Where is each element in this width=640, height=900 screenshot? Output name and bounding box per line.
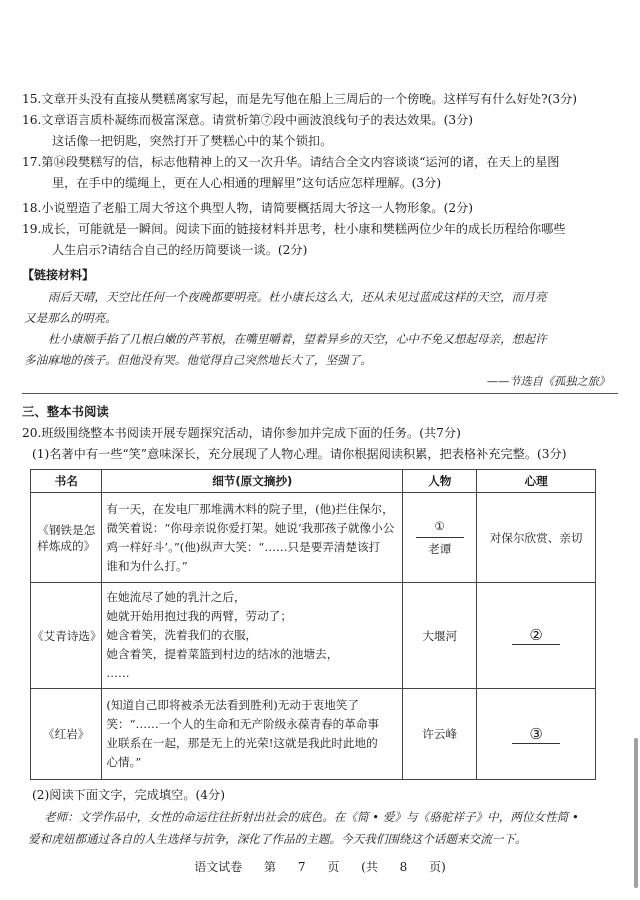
- link-paragraph-1-cont: 又是那么的明亮。: [24, 311, 117, 325]
- question-20-sub1: (1)名著中有一些“笑”意味深长，充分展现了人物心理。请你根据阅读积累，把表格补充完整。(3分): [32, 447, 567, 461]
- question-17: 17.第⑭段樊糕写的信，标志他精神上的又一次升华。请结合全文内容谈谈“运河的诸，在天上的星图: [22, 155, 560, 169]
- detail-cell: (知道自己即将被杀无法看到胜利)无动于衷地笑了 笑：“……一个人的生命和无产阶级永葆青春的革命事 业联系在一起，那是无上的光荣!这就是我此时此地的 心情。”: [102, 689, 403, 780]
- question-17-cont: 里，在手中的缆绳上，更在人心相通的理解里”这句话应怎样理解。(3分): [52, 176, 442, 190]
- detail-cell: 有一天，在发电厂那堆满木料的院子里，(他)拦住保尔， 微笑着说：“你母亲说你爱打架。她说‘我那孩子就像小公 鸡一样好斗’。”(他)纵声大笑：“……只是要弄清楚该打 谁和为什么打。”: [102, 493, 403, 583]
- book-cell: 《艾青诗选》: [31, 583, 102, 689]
- mind-cell: 对保尔欣赏、亲切: [477, 493, 596, 583]
- question-16-quote: 这话像一把钥匙，突然打开了樊糕心中的某个锁扣。: [52, 134, 333, 148]
- blank-1[interactable]: ①: [416, 515, 464, 538]
- link-material-title: 【链接材料】: [22, 268, 95, 282]
- question-20: 20.班级围绕整本书阅读开展专题探究活动，请你参加并完成下面的任务。(共7分): [22, 426, 461, 440]
- laugh-table: [30, 469, 596, 780]
- link-paragraph-2-cont: 多油麻地的孩子。但他没有哭。他觉得自己突然地长大了，坚强了。: [24, 353, 372, 367]
- link-paragraph-2: 杜小康顺手掐了几根白嫩的芦苇根，在嘴里嚼着，望着异乡的天空，心中不免又想起母亲，想起许: [48, 332, 547, 346]
- person-cell: 许云峰: [403, 689, 477, 780]
- header-detail: 细节(原文摘抄): [102, 470, 403, 493]
- blank-3[interactable]: ③: [512, 725, 560, 744]
- blank-2[interactable]: ②: [512, 626, 560, 645]
- book-cell: 《钢铁是怎样炼成的》: [31, 493, 102, 583]
- table-row: [31, 689, 596, 780]
- footer-subject: 语文试卷: [194, 860, 243, 874]
- table-row: [31, 493, 596, 583]
- scrollbar[interactable]: [634, 738, 638, 888]
- person-cell: ① 老谭: [403, 493, 477, 583]
- header-mind: 心理: [477, 470, 596, 493]
- question-18: 18.小说塑造了老船工周大爷这个典型人物，请简要概括周大爷这一人物形象。(2分): [22, 201, 474, 215]
- question-19-cont: 人生启示?请结合自己的经历简要谈一谈。(2分): [52, 243, 308, 257]
- link-source: ——节选自《孤独之旅》: [486, 375, 610, 388]
- footer-page: 第 7 页: [264, 860, 340, 874]
- page-footer: [0, 858, 640, 875]
- link-paragraph-1: 雨后天晴，天空比任何一个夜晚都要明亮。杜小康长这么大，还从未见过蓝成这样的天空，而月亮: [48, 290, 547, 304]
- mind-cell: [477, 583, 596, 689]
- questions-block: [22, 90, 618, 260]
- question-19: 19.成长，可能就是一瞬间。阅读下面的链接材料并思考，杜小康和樊糕两位少年的成长历程给你哪些: [22, 222, 566, 236]
- section-3-title: 三、整本书阅读: [22, 404, 109, 419]
- section-divider: [22, 393, 618, 394]
- question-16: 16.文章语言质朴凝练而极富深意。请赏析第⑦段中画波浪线句子的表达效果。(3分): [22, 113, 474, 127]
- question-15: 15.文章开头没有直接从樊糕离家写起，而是先写他在船上三周后的一个傍晚。这样写有什么好处?(3分): [22, 92, 578, 106]
- table-row: [31, 583, 596, 689]
- book-cell: 《红岩》: [31, 689, 102, 780]
- table-header-row: [31, 470, 596, 493]
- teacher-text-1: 老师：文学作品中，女性的命运往往折射出社会的底色。在《简 • 爱》与《骆驼祥子》中，两位女性简 •: [44, 810, 579, 824]
- detail-cell: 在她流尽了她的乳汁之后， 她就开始用抱过我的两臂，劳动了； 她含着笑，洗着我们的衣服， 她含着笑，提着菜篮到村边的结冰的池塘去， ……: [102, 583, 403, 689]
- mind-cell: [477, 689, 596, 780]
- question-20-sub2: (2)阅读下面文字，完成填空。(4分): [32, 788, 225, 802]
- header-book: 书名: [31, 470, 102, 493]
- person-cell: 大堰河: [403, 583, 477, 689]
- teacher-text-2: 爱和虎妞都通过各自的人生选择与抗争，深化了作品的主题。今天我们围绕这个话题来交流一下。: [28, 832, 527, 846]
- footer-total: (共 8 页): [361, 860, 446, 874]
- header-person: 人物: [403, 470, 477, 493]
